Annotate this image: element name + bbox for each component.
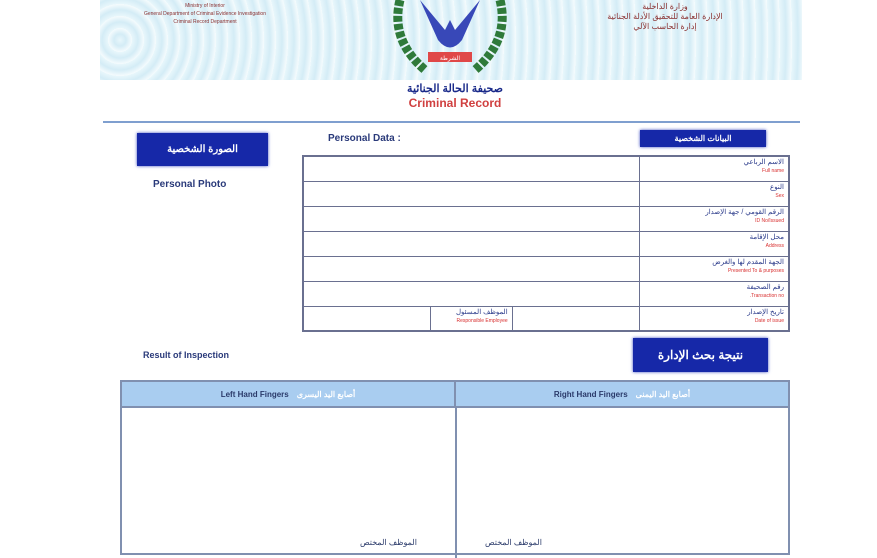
header-left-line: General Department of Criminal Evidence Investigation: [143, 11, 266, 17]
inspection-result-header: نتيجة بحث الإدارة: [633, 338, 768, 372]
label-ar: محل الإقامة: [749, 233, 784, 241]
label-ar: الموظف المسئول: [455, 308, 508, 316]
right-hand-header: [456, 382, 788, 406]
result-of-inspection-label: Result of Inspection: [143, 350, 230, 360]
id-field[interactable]: [303, 206, 640, 231]
field-label: [640, 306, 789, 331]
field-label: [640, 156, 789, 181]
label-ar: النوع: [770, 183, 784, 191]
label-en: Sex: [775, 192, 784, 199]
header-right-text: [590, 2, 740, 32]
sex-field[interactable]: [303, 181, 640, 206]
label-en: ID No/Issued: [755, 217, 784, 224]
fingers-divider: [455, 408, 457, 558]
personal-photo-label: Personal Photo: [153, 179, 227, 190]
title-english: Criminal Record: [408, 96, 502, 110]
employee-field[interactable]: [303, 306, 430, 331]
label-ar: الرقم القومي / جهة الإصدار: [705, 208, 784, 216]
field-label: [640, 281, 789, 306]
address-field[interactable]: [303, 231, 640, 256]
personal-data-table: [302, 155, 790, 332]
header-left-line: Ministry of Interior: [185, 3, 225, 9]
label-ar: الجهة المقدم لها والغرض: [712, 258, 784, 266]
full-name-field[interactable]: [303, 156, 640, 181]
right-signature-label: الموظف المختص: [485, 538, 542, 547]
personal-photo-header: الصورة الشخصية: [137, 133, 268, 166]
left-hand-ar: أصابع اليد اليسرى: [296, 389, 356, 399]
transaction-no-field[interactable]: [303, 281, 640, 306]
header-divider: [103, 121, 800, 123]
label-en: Address: [765, 242, 784, 249]
label-en: Responsible Employee: [456, 317, 508, 324]
label-en: Full name: [762, 168, 784, 174]
left-hand-header: [122, 382, 456, 406]
title-arabic: صحيفة الحالة الجنائية: [407, 83, 503, 95]
field-label: [640, 206, 789, 231]
field-label: [640, 231, 789, 256]
field-label: [430, 306, 512, 331]
police-eagle-emblem-icon: [380, 0, 520, 80]
issue-date-field[interactable]: [512, 306, 639, 331]
header-right-line: وزارة الداخلية: [642, 2, 688, 11]
personal-data-header: البيانات الشخصية: [640, 130, 766, 147]
label-ar: الاسم الرباعي: [743, 159, 784, 166]
field-label: [640, 181, 789, 206]
fingerprints-table: [120, 380, 790, 555]
label-en: Transaction no.: [749, 292, 784, 299]
left-signature-label: الموظف المختص: [360, 538, 417, 547]
emblem-text: الشرطة: [439, 55, 461, 62]
field-label: [640, 256, 789, 281]
personal-data-label: Personal Data :: [328, 133, 401, 144]
header-right-line: الإدارة العامة للتحقيق الأدلة الجنائية: [607, 12, 723, 21]
presented-to-field[interactable]: [303, 256, 640, 281]
label-en: Presented To & purposes: [727, 267, 784, 274]
label-ar: تاريخ الإصدار: [747, 308, 784, 316]
header-right-line: إدارة الحاسب الآلي: [633, 22, 697, 31]
header-left-text: [120, 2, 290, 26]
header-left-line: Criminal Record Department: [173, 19, 237, 25]
left-hand-en: Left Hand Fingers: [220, 389, 289, 399]
right-hand-ar: أصابع اليد اليمنى: [635, 389, 691, 399]
label-ar: رقم الصحيفة: [746, 283, 784, 291]
label-en: Date of issue: [754, 317, 784, 324]
right-hand-en: Right Hand Fingers: [553, 389, 628, 399]
